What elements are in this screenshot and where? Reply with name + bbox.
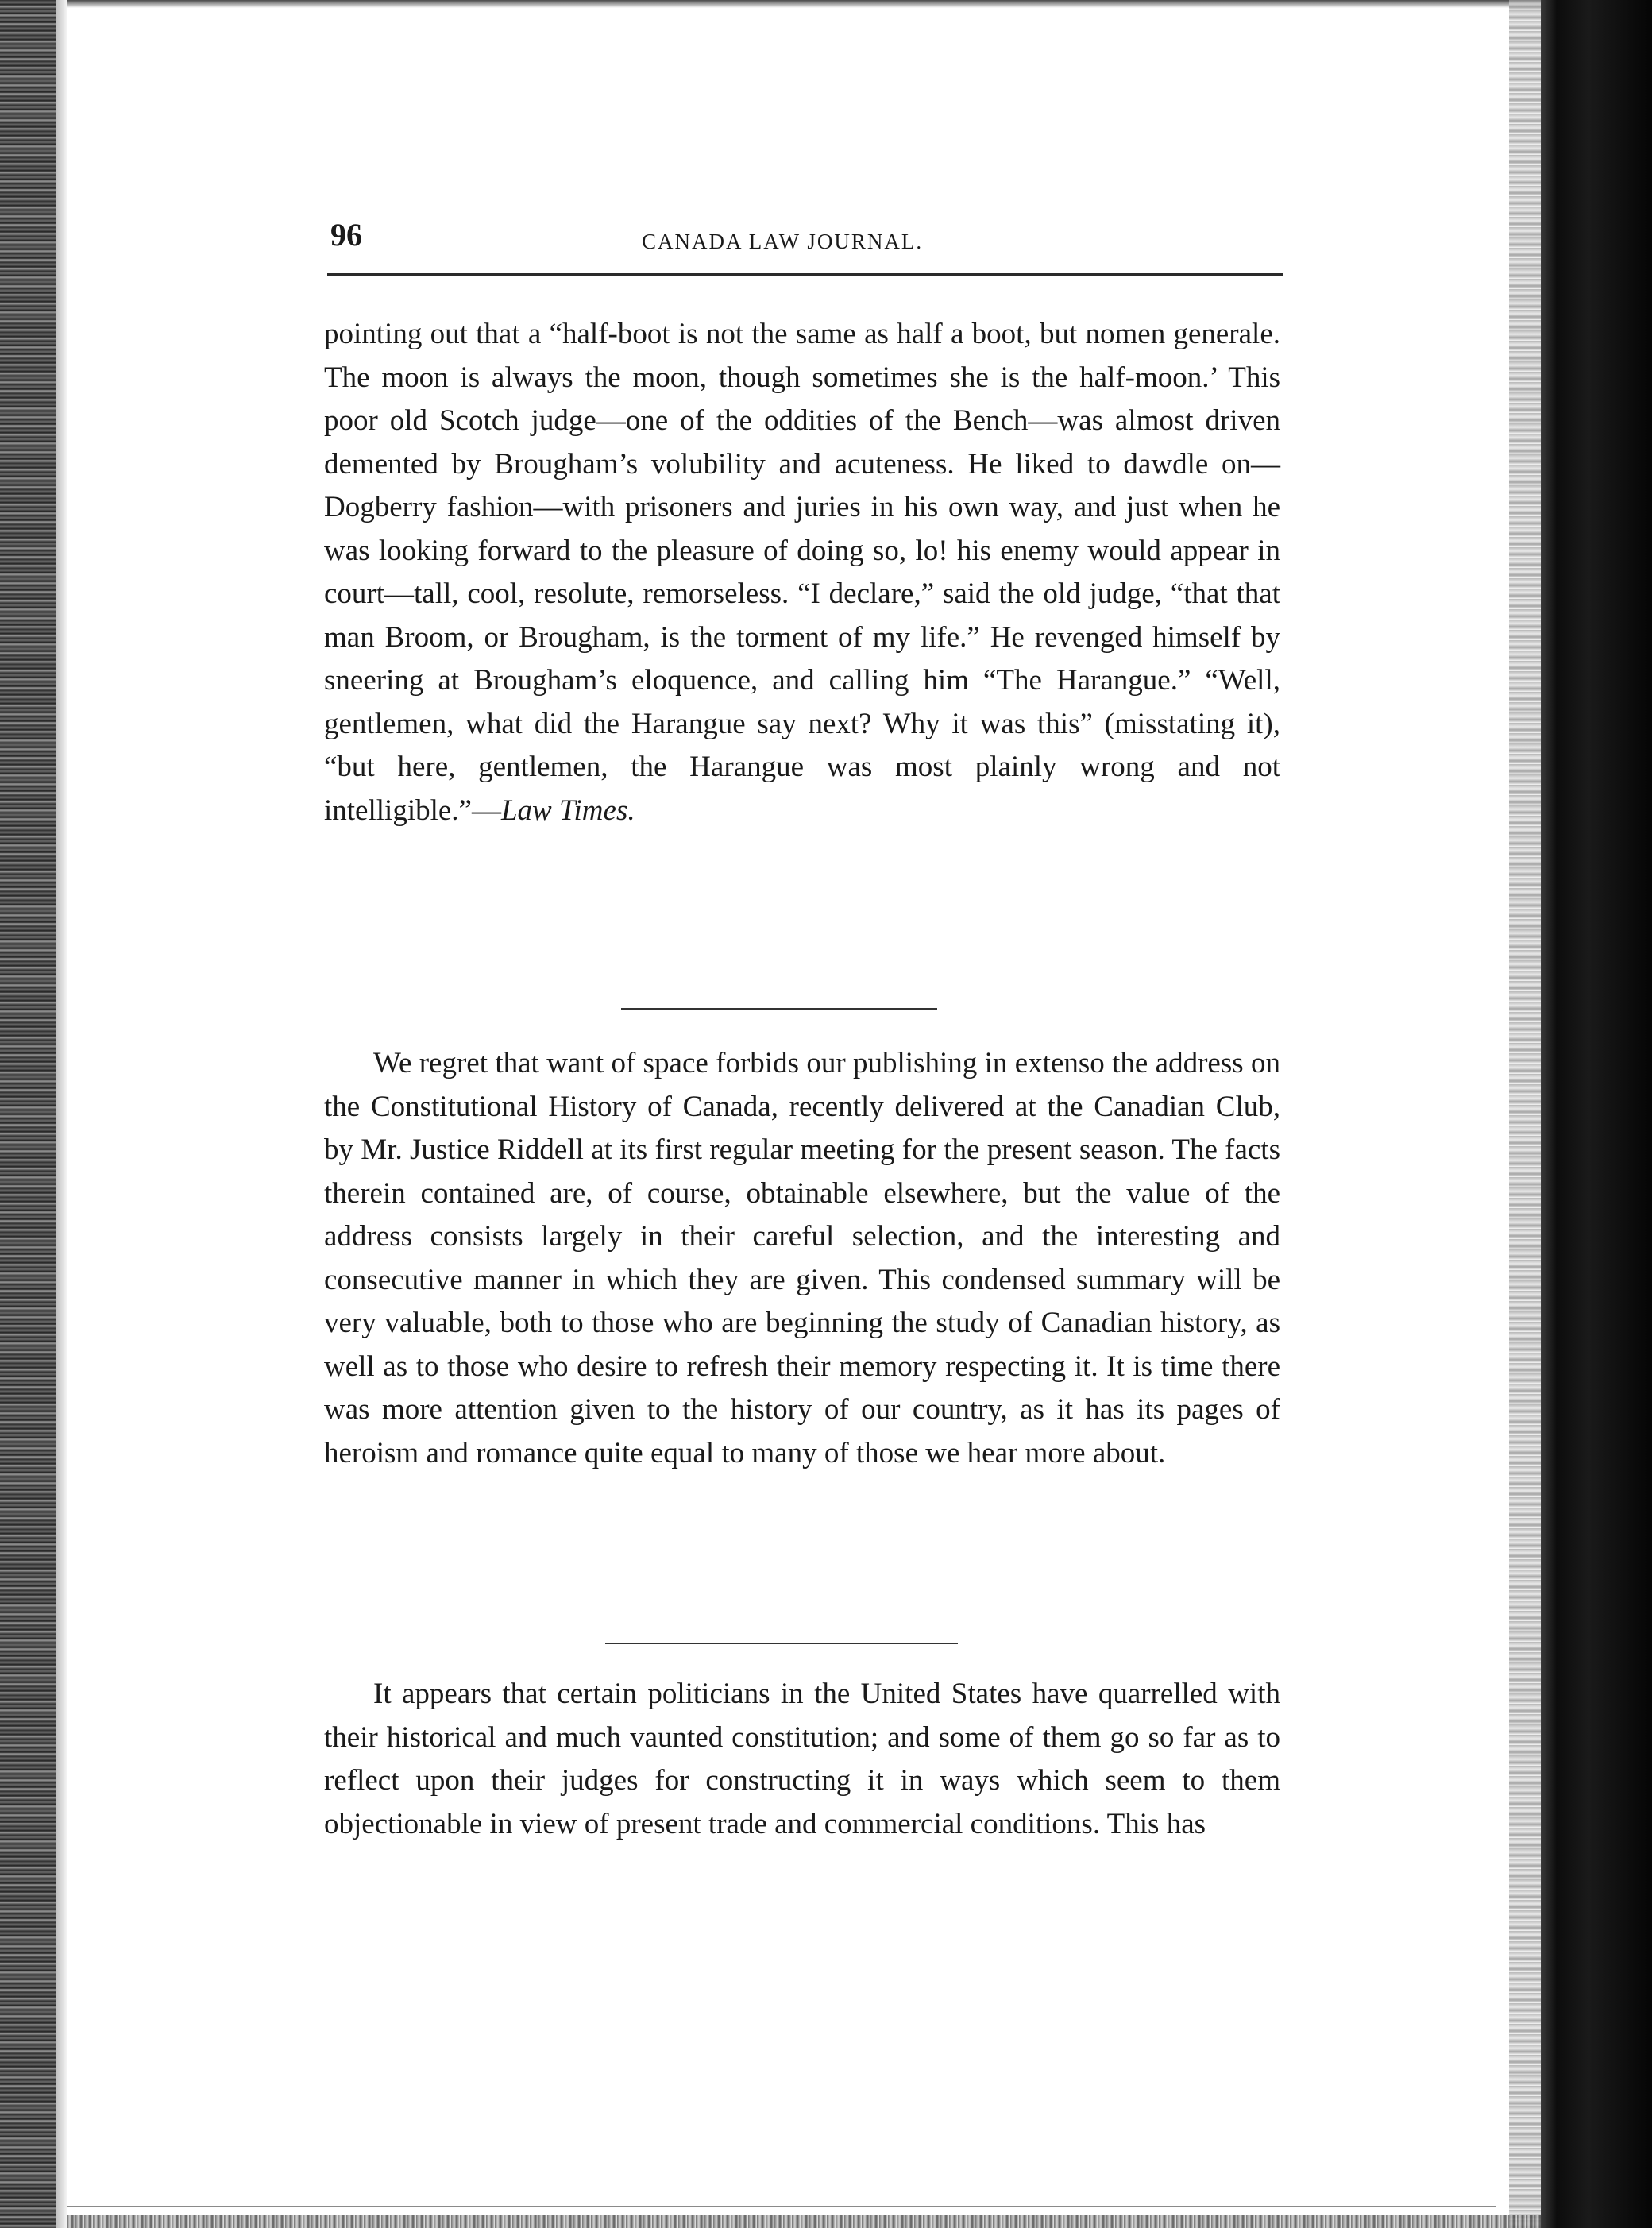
paragraph-text: It appears that certain politicians in the United States have quarrelled with their historical and much vaunted constitution; and some of them go so far as to reflect upon their judges for constructing it in ways which seem to them objectionable in view of present trade and commercial conditions. This has bbox=[324, 1678, 1280, 1840]
paragraph-text: pointing out that a “half-boot is not the same as half a boot, but nomen generale. The moon is always the moon, though sometimes she is the half-moon.’ This poor old Scotch judge—one of the oddities of the Bench—was almost driven demented by Brougham’s volubility and acuteness. He liked to dawdle on—Dogberry fashion—with prisoners and juries in his own way, and just when he was looking forward to the pleasure of doing so, lo! his enemy would appear in court—tall, cool, resolute, remorseless. “I declare,” said the old judge, “that that man Broom, or Brougham, is the torment of my life.” He revenged himself by sneering at Brougham’s eloquence, and calling him “The Harangue.” “Well, gentlemen, what did the Harangue say next? Why it was this” (misstating it), “but here, gentlemen, the Harangue was most plainly wrong and not intelligible.”— bbox=[324, 318, 1280, 827]
page-number: 96 bbox=[330, 217, 362, 253]
scan-right-speckle bbox=[1509, 0, 1541, 2228]
paragraph-us-politicians bbox=[324, 1673, 1280, 1846]
section-separator bbox=[605, 1643, 958, 1644]
paragraph-text: We regret that want of space forbids our publishing in extenso the address on the Constitutional History of Canada, recently delivered at the Canadian Club, by Mr. Justice Riddell at its first regular meeting for the present season. The facts therein contained are, of course, obtainable elsewhere, but the value of the address consists largely in their careful selection, and the interesting and consecutive manner in which they are given. This condensed summary will be very valuable, both to those who are beginning the study of Canadian history, as well as to those who desire to refresh their memory respecting it. It is time there was more attention given to the history of our country, as it has its pages of heroism and romance quite equal to many of those we hear more about. bbox=[324, 1047, 1280, 1469]
section-separator bbox=[621, 1008, 937, 1010]
scan-bottom-line bbox=[67, 2206, 1496, 2207]
source-citation: Law Times. bbox=[500, 794, 635, 827]
scan-top-edge bbox=[0, 0, 1652, 8]
scan-bottom-edge bbox=[67, 2215, 1541, 2228]
running-head: CANADA LAW JOURNAL. bbox=[642, 230, 924, 253]
header-rule bbox=[327, 273, 1283, 276]
scan-binding-left bbox=[0, 0, 56, 2228]
paragraph-constitutional-history bbox=[324, 1042, 1280, 1475]
paragraph-brougham-anecdote bbox=[324, 313, 1280, 832]
scan-right-edge bbox=[1541, 0, 1652, 2228]
scan-binding-shadow bbox=[56, 0, 67, 2228]
